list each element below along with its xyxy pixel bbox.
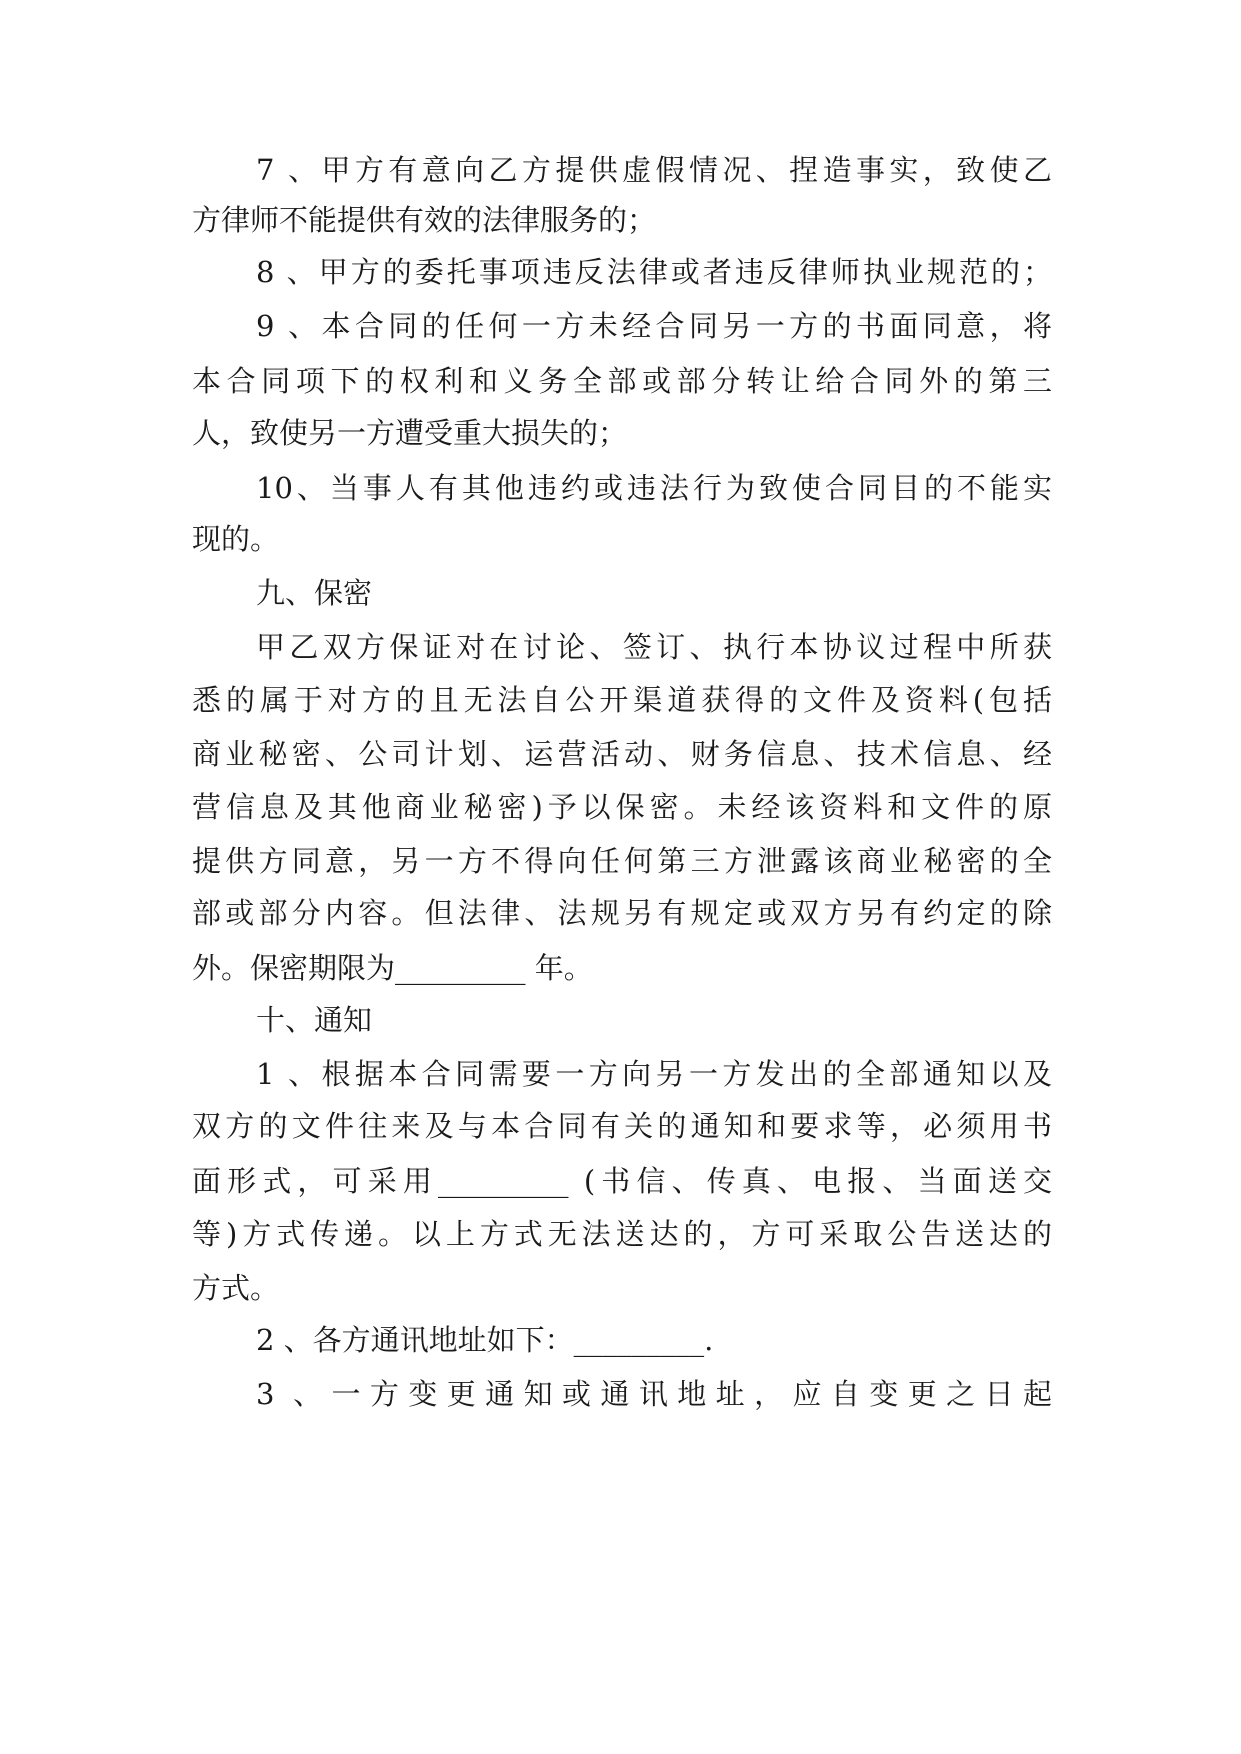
section-heading: 十、通知	[256, 1003, 373, 1037]
text-line: 双方的文件往来及与本合同有关的通知和要求等，必须用书	[192, 1109, 1052, 1143]
text-line: 本合同项下的权利和义务全部或部分转让给合同外的第三	[192, 364, 1052, 398]
text-line: 现的。	[192, 522, 280, 556]
text-line: 方式。	[192, 1271, 280, 1305]
text-line: 1 、根据本合同需要一方向另一方发出的全部通知以及	[256, 1057, 1052, 1091]
text-line: 商业秘密、公司计划、运营活动、财务信息、技术信息、经	[192, 737, 1052, 771]
text-line: 等)方式传递。以上方式无法送达的，方可采取公告送达的	[192, 1217, 1052, 1251]
text-line: 部或部分内容。但法律、法规另有规定或双方另有约定的除	[192, 896, 1052, 930]
text-line: 10、当事人有其他违约或违法行为致使合同目的不能实	[256, 471, 1052, 505]
text-line: 外。保密期限为_________ 年。	[192, 951, 593, 985]
text-line: 2 、各方通讯地址如下：_________.	[256, 1323, 714, 1357]
text-line: 悉的属于对方的且无法自公开渠道获得的文件及资料(包括	[192, 683, 1052, 717]
text-line: 7 、甲方有意向乙方提供虚假情况、捏造事实，致使乙	[256, 153, 1052, 187]
text-line: 9 、本合同的任何一方未经合同另一方的书面同意，将	[256, 309, 1052, 343]
text-line: 提供方同意，另一方不得向任何第三方泄露该商业秘密的全	[192, 844, 1052, 878]
text-line: 3 、一方变更通知或通讯地址，应自变更之日起	[256, 1377, 1052, 1411]
section-heading: 九、保密	[256, 576, 373, 610]
text-line: 方律师不能提供有效的法律服务的；	[192, 203, 657, 237]
text-line: 人，致使另一方遭受重大损失的；	[192, 416, 628, 450]
text-line: 8 、甲方的委托事项违反法律或者违反律师执业规范的；	[256, 255, 1052, 289]
text-line: 营信息及其他商业秘密)予以保密。未经该资料和文件的原	[192, 790, 1052, 824]
text-line: 面形式，可采用_________ (书信、传真、电报、当面送交	[192, 1164, 1052, 1198]
text-line: 甲乙双方保证对在讨论、签订、执行本协议过程中所获	[256, 630, 1052, 664]
